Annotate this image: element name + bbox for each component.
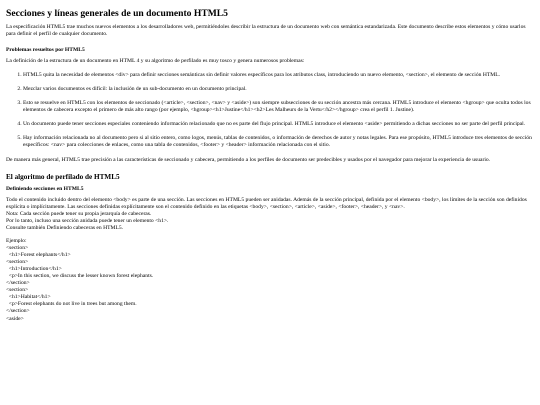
code-line: <section>	[6, 245, 29, 252]
code-line: <p>Forest elephants do not live in trees but among them.	[6, 301, 137, 308]
page-title: Secciones y líneas generales de un documento HTML5	[6, 8, 228, 19]
list-item: 2. Mezclar varios documentos es difícil: la inclusión de un sub-documento en un documento principal.	[23, 86, 534, 93]
code-line: <aside>	[6, 315, 24, 322]
code-example	[6, 245, 534, 323]
note-line: Nota: Cada sección puede tener su propia jerarquía de cabeceras.	[6, 210, 152, 217]
code-line: <p>In this section, we discuss the lesser known forest elephants.	[6, 273, 154, 280]
problems-lead: La definición de la estructura de un documento en HTML 4 y su algoritmo de perfilado es muy tosco y genera numerosos problemas:	[6, 57, 305, 64]
problems-conclusion: De manera más general, HTML5 trae precisión a las características de seccionado y cabecera, permitiendo a los perfiles de documento ser predecibles y usados por el navegador para mejorar la experiencia de usuario.	[6, 157, 491, 164]
code-line: </section>	[6, 308, 30, 315]
code-line: <section>	[6, 259, 29, 266]
code-line: <h1>Forest elephants</h1>	[6, 252, 71, 259]
algorithm-heading: El algoritmo de perfilado de HTML5	[6, 173, 120, 182]
example-label: Ejemplo:	[6, 237, 27, 244]
note-line: Por lo tanto, incluso una sección anidada puede tener un elemento <h1>.	[6, 217, 169, 224]
code-line: </section>	[6, 280, 30, 287]
intro-paragraph: La especificación HTML5 trae muchos nuevos elementos a los desarrolladores web, permitiéndoles describir la estructura de un documento web con semántica estandarizada. Este documento describe estos elementos y cómo usarlos para definir el perfil de cualquier documento.	[6, 23, 526, 37]
code-line: <section>	[6, 287, 29, 294]
note-line: Consulte también Definiendo cabeceras en HTML5.	[6, 224, 124, 231]
list-item: 1. HTML5 quita la necesidad de elementos <div> para definir secciones semánticas sin definir valores específicos para los atributos class, introduciendo un nuevo elemento, <section>, el elemento de sección HTML.	[23, 72, 534, 79]
code-line: <h1>Introduction</h1>	[6, 266, 62, 273]
list-item: 4. Un documento puede tener secciones especiales conteniendo información relacionado que no es parte del flujo principal. HTML5 introduce el elemento <aside> permitiendo a dichas secciones no ser parte del perfil principal.	[23, 121, 534, 128]
problems-list	[6, 72, 534, 149]
code-line: <h1>Habitat</h1>	[6, 294, 51, 301]
list-item: 3. Esto se resuelve en HTML5 con los elementos de seccionado (<article>, <section>, <nav> y <aside>) son siempre subsecciones de su sección ancestra más cercana. HTML5 introduce el elemento <hgroup> que oculta todos los elementos de cabecera excepto el primero de más alto rango (por ejemplo, <hgroup><h1>Justine</h1><h2>Les Malheurs de la Vertu</h2></hgroup> crea el perfil 1. Justine).	[23, 100, 534, 114]
sections-subheading: Definiendo secciones en HTML5	[6, 185, 84, 192]
list-item: 5. Hay información relacionada no al documento pero si al sitio entero, como logos, menús, tablas de contenidos, o información de derechos de autor y notas legales. Para ese propósito, HTML5 introduce tres elementos de sección específicos: <nav> para colecciones de enlaces, como una tabla de contenidos, <footer> y <header> información relacionada con el sitio.	[23, 135, 534, 149]
problems-heading: Problemas resueltos por HTML5	[6, 46, 85, 53]
notes-block	[6, 211, 534, 232]
algorithm-body: Todo el contenido incluido dentro del elemento <body> es parte de una sección. Las secciones en HTML5 pueden ser anidadas. Además de la sección principal, definida por el elemento <body>, los límites de la sección son definidos explícita o implícitamente. Las secciones definidas explícitamente son el contenido definido en las etiquetas <body>, <section>, <article>, <aside>, <footer>, <header>, y <nav>.	[6, 196, 527, 210]
